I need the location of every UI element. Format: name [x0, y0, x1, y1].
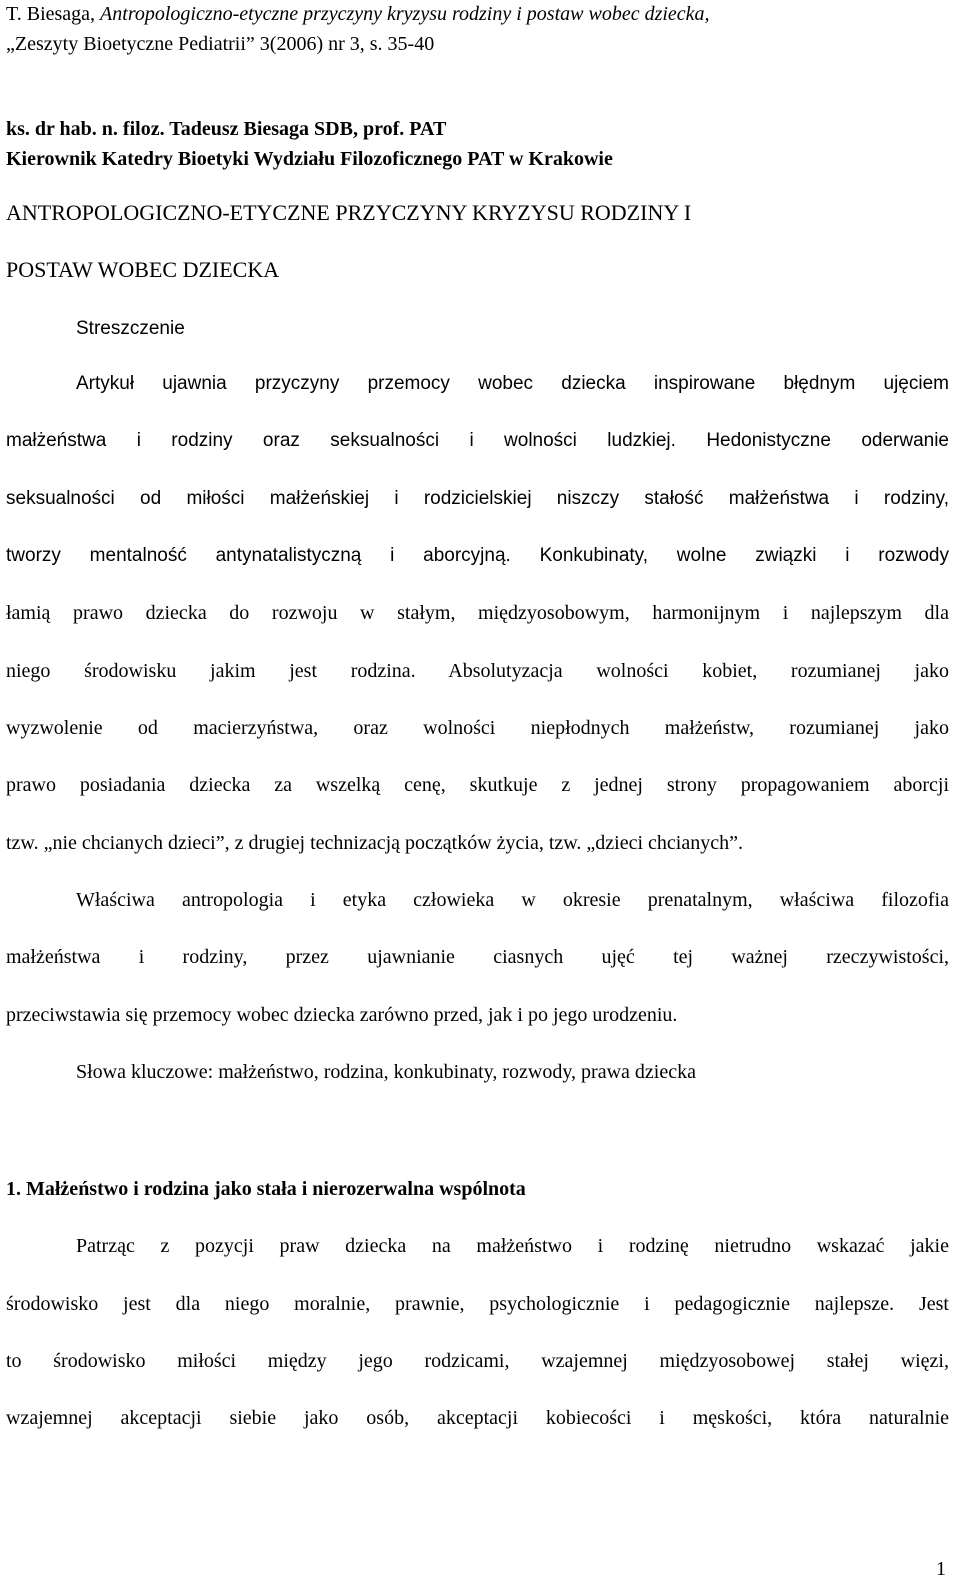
section-1-heading: 1. Małżeństwo i rodzina jako stała i nierozerwalna wspólnota	[6, 1178, 526, 1200]
abstract-heading: Streszczenie	[76, 318, 185, 339]
page-number: 1	[936, 1558, 946, 1580]
author-affiliation: Kierownik Katedry Bioetyki Wydziału Filozoficznego PAT w Krakowie	[6, 148, 613, 170]
abstract-line: tzw. „nie chcianych dzieci”, z drugiej technizacją początków życia, tzw. „dzieci chcianych”.	[6, 832, 743, 854]
abstract-line: Artykuł ujawnia przyczyny przemocy wobec dziecka inspirowane błędnym ujęciem	[76, 373, 949, 394]
abstract-para2-line: przeciwstawia się przemocy wobec dziecka zarówno przed, jak i po jego urodzeniu.	[6, 1004, 678, 1026]
abstract-para2-line: Właściwa antropologia i etyka człowieka w okresie prenatalnym, właściwa filozofia	[76, 889, 949, 911]
author-name: ks. dr hab. n. filoz. Tadeusz Biesaga SDB, prof. PAT	[6, 118, 447, 140]
citation-author: T. Biesaga,	[6, 3, 101, 25]
abstract-para2-line: małżeństwa i rodziny, przez ujawnianie ciasnych ujęć tej ważnej rzeczywistości,	[6, 946, 949, 968]
article-title-line-2: POSTAW WOBEC DZIECKA	[6, 257, 280, 282]
section-1-line: Patrząc z pozycji praw dziecka na małżeństwo i rodzinę nietrudno wskazać jakie	[76, 1235, 949, 1257]
abstract-line: wyzwolenie od macierzyństwa, oraz wolności niepłodnych małżeństw, rozumianej jako	[6, 717, 949, 739]
abstract-line: łamią prawo dziecka do rozwoju w stałym, międzyosobowym, harmonijnym i najlepszym dla	[6, 602, 949, 624]
abstract-line: tworzy mentalność antynatalistyczną i aborcyjną. Konkubinaty, wolne związki i rozwody	[6, 545, 949, 566]
abstract-line: seksualności od miłości małżeńskiej i rodzicielskiej niszczy stałość małżeństwa i rodziny,	[6, 488, 949, 509]
keywords: Słowa kluczowe: małżeństwo, rodzina, konkubinaty, rozwody, prawa dziecka	[76, 1061, 696, 1083]
article-title-line-1: ANTROPOLOGICZNO-ETYCZNE PRZYCZYNY KRYZYSU RODZINY I	[6, 200, 692, 225]
abstract-line: prawo posiadania dziecka za wszelką cenę, skutkuje z jednej strony propagowaniem aborcji	[6, 774, 949, 796]
section-1-line: środowisko jest dla niego moralnie, prawnie, psychologicznie i pedagogicznie najlepsze. Jest	[6, 1293, 949, 1315]
citation-line-1	[6, 2, 710, 26]
citation-title: Antropologiczno-etyczne przyczyny kryzysu rodziny i postaw wobec dziecka,	[100, 3, 710, 25]
abstract-line: małżeństwa i rodziny oraz seksualności i wolności ludzkiej. Hedonistyczne oderwanie	[6, 430, 949, 451]
citation-line-2: „Zeszyty Bioetyczne Pediatrii” 3(2006) nr 3, s. 35-40	[6, 33, 435, 55]
abstract-line: niego środowisku jakim jest rodzina. Absolutyzacja wolności kobiet, rozumianej jako	[6, 660, 949, 682]
section-1-line: to środowisko miłości między jego rodzicami, wzajemnej międzyosobowej stałej więzi,	[6, 1350, 949, 1372]
section-1-line: wzajemnej akceptacji siebie jako osób, akceptacji kobiecości i męskości, która naturalnie	[6, 1407, 949, 1429]
